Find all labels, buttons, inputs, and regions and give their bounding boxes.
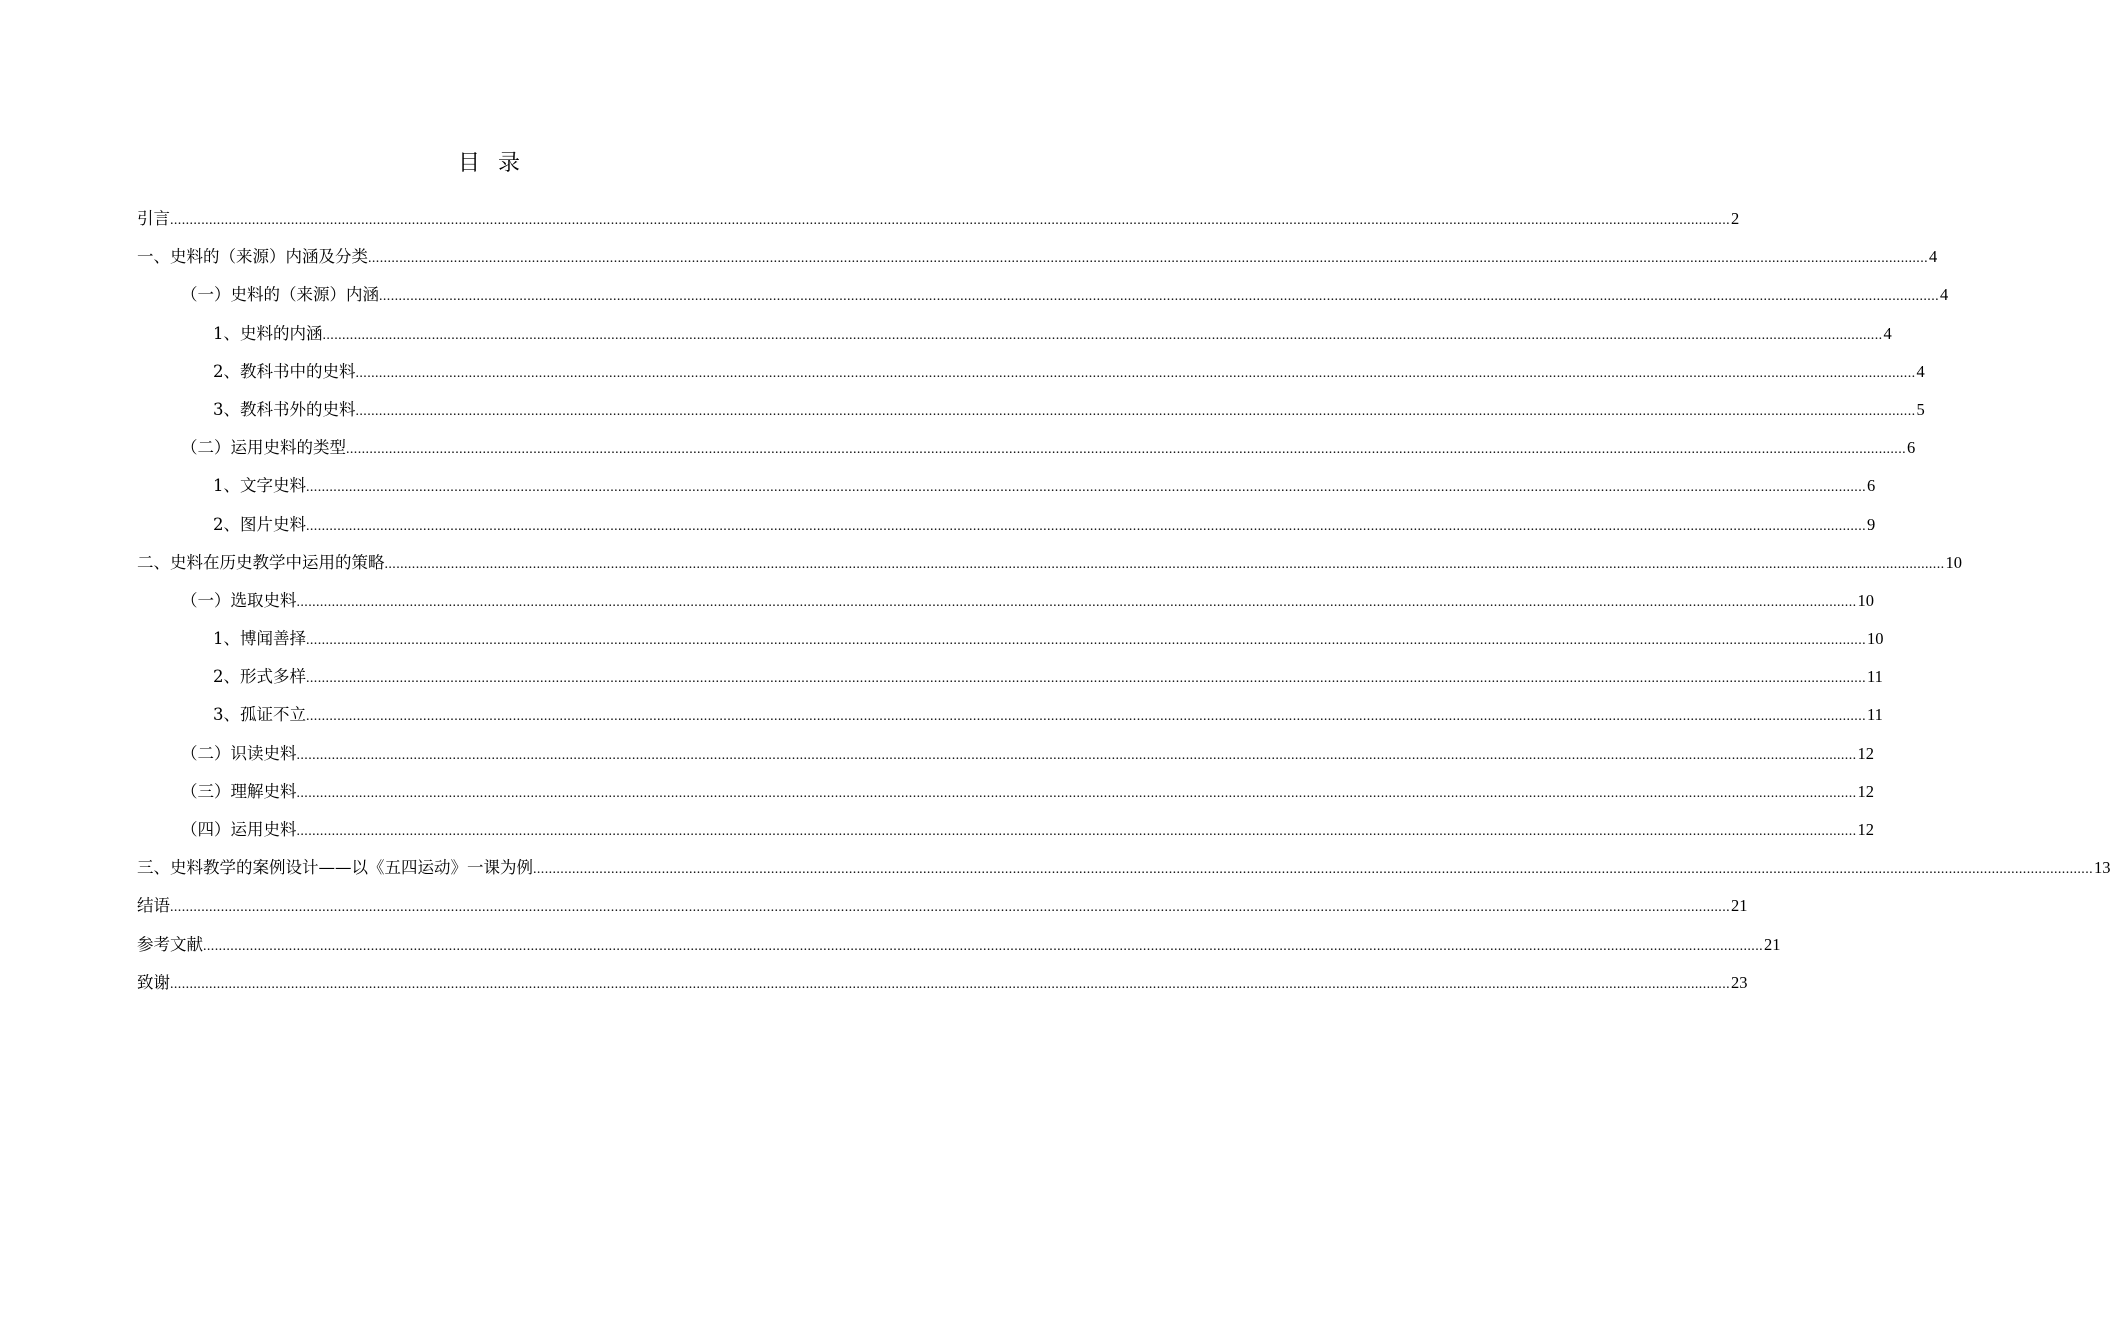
toc-entry[interactable] [137, 620, 1884, 658]
toc-entry-page-number: 23 [1731, 972, 1748, 992]
toc-entry-page-number: 6 [1907, 438, 1916, 458]
toc-entry-page-number: 11 [1867, 667, 1883, 687]
toc-entry-page-number: 12 [1857, 743, 1874, 763]
toc-dot-leader: ................................................................................................................................................................................................................................................................................................................................................................................................................ [306, 671, 1866, 687]
toc-entry[interactable] [137, 544, 1962, 582]
toc-entry[interactable] [137, 582, 1874, 620]
toc-entry-label: 2、图片史料 [213, 514, 306, 534]
toc-entry-label: 3、孤证不立 [213, 705, 306, 725]
toc-entry-label: （二）运用史料的类型 [181, 438, 346, 458]
toc-entry-page-number: 11 [1867, 705, 1883, 725]
toc-entry-page-number: 12 [1857, 781, 1874, 801]
toc-entry-page-number: 5 [1916, 399, 1925, 419]
toc-entry-page-number: 13 [2094, 858, 2111, 878]
toc-entry-label: 2、教科书中的史料 [213, 361, 356, 381]
toc-entry[interactable] [137, 276, 1949, 314]
toc-dot-leader: ................................................................................................................................................................................................................................................................................................................................................................................................................ [306, 480, 1866, 496]
toc-entry[interactable] [137, 658, 1883, 696]
toc-entry[interactable] [137, 887, 1748, 925]
toc-entry-label: （一）史料的（来源）内涵 [181, 285, 379, 305]
toc-dot-leader: ................................................................................................................................................................................................................................................................................................................................................................................................................ [355, 403, 1916, 419]
toc-entry[interactable] [137, 315, 1892, 353]
toc-dot-leader: ................................................................................................................................................................................................................................................................................................................................................................................................................ [355, 365, 1916, 381]
toc-dot-leader: ................................................................................................................................................................................................................................................................................................................................................................................................................ [368, 251, 1928, 267]
toc-dot-leader: ................................................................................................................................................................................................................................................................................................................................................................................................................ [322, 327, 1883, 343]
toc-entry[interactable] [137, 391, 1925, 429]
toc-entry-page-number: 21 [1731, 896, 1748, 916]
toc-dot-leader: ................................................................................................................................................................................................................................................................................................................................................................................................................ [296, 747, 1857, 763]
toc-entry[interactable] [137, 735, 1874, 773]
toc-dot-leader: ................................................................................................................................................................................................................................................................................................................................................................................................................ [306, 709, 1866, 725]
toc-dot-leader: ................................................................................................................................................................................................................................................................................................................................................................................................................ [170, 976, 1730, 992]
toc-entry[interactable] [137, 429, 1916, 467]
toc-entry[interactable] [137, 849, 2111, 887]
toc-entry[interactable] [137, 811, 1874, 849]
toc-entry-label: 引言 [137, 209, 170, 228]
toc-dot-leader: ................................................................................................................................................................................................................................................................................................................................................................................................................ [346, 442, 1906, 458]
toc-entry-page-number: 10 [1945, 552, 1962, 572]
toc-entry-label: 一、史料的（来源）内涵及分类 [137, 247, 368, 267]
toc-entry-label: 二、史料在历史教学中运用的策略 [137, 552, 385, 572]
toc-entry-page-number: 4 [1883, 323, 1892, 343]
toc-dot-leader: ................................................................................................................................................................................................................................................................................................................................................................................................................ [296, 594, 1857, 610]
toc-entry-page-number: 4 [1916, 361, 1925, 381]
toc-entry-label: 1、博闻善择 [213, 629, 306, 649]
toc-entry[interactable] [137, 506, 1876, 544]
toc-entry-page-number: 6 [1867, 476, 1876, 496]
toc-entry-page-number: 12 [1857, 820, 1874, 839]
toc-entry[interactable] [137, 200, 1740, 238]
toc-entry-label: 三、史料教学的案例设计——以《五四运动》一课为例 [137, 858, 533, 878]
toc-entry-label: 1、文字史料 [213, 476, 306, 496]
toc-entry-page-number: 4 [1929, 247, 1938, 267]
toc-dot-leader: ................................................................................................................................................................................................................................................................................................................................................................................................................ [170, 900, 1730, 916]
toc-entry-label: 参考文献 [137, 934, 203, 954]
toc-entry-label: （四）运用史料 [181, 820, 297, 839]
toc-entry-label: （一）选取史料 [181, 590, 297, 610]
toc-dot-leader: ................................................................................................................................................................................................................................................................................................................................................................................................................ [533, 862, 2093, 878]
toc-dot-leader: ................................................................................................................................................................................................................................................................................................................................................................................................................ [306, 633, 1866, 649]
toc-entry[interactable] [137, 353, 1925, 391]
toc-entry-label: （三）理解史料 [181, 781, 297, 801]
toc-entry[interactable] [137, 467, 1876, 505]
toc-entry[interactable] [137, 696, 1883, 734]
toc-entry-page-number: 2 [1731, 209, 1740, 228]
toc-dot-leader: ................................................................................................................................................................................................................................................................................................................................................................................................................ [203, 938, 1763, 954]
page-title: 目录 [457, 151, 538, 176]
toc-entry-page-number: 4 [1940, 285, 1949, 305]
toc-dot-leader: ................................................................................................................................................................................................................................................................................................................................................................................................................ [296, 824, 1857, 839]
toc-entry[interactable] [137, 238, 1938, 276]
toc-entry-label: 3、教科书外的史料 [213, 399, 356, 419]
toc-entry[interactable] [137, 926, 1781, 964]
toc-entry-label: 2、形式多样 [213, 667, 306, 687]
table-of-contents [137, 200, 2111, 1002]
toc-dot-leader: ................................................................................................................................................................................................................................................................................................................................................................................................................ [306, 518, 1866, 534]
toc-entry-label: 结语 [137, 896, 170, 916]
toc-entry-label: （二）识读史料 [181, 743, 297, 763]
toc-entry-page-number: 9 [1867, 514, 1876, 534]
toc-dot-leader: ................................................................................................................................................................................................................................................................................................................................................................................................................ [170, 213, 1730, 228]
toc-dot-leader: ................................................................................................................................................................................................................................................................................................................................................................................................................ [296, 785, 1857, 801]
toc-entry[interactable] [137, 773, 1874, 811]
toc-dot-leader: ................................................................................................................................................................................................................................................................................................................................................................................................................ [379, 289, 1939, 305]
toc-dot-leader: ................................................................................................................................................................................................................................................................................................................................................................................................................ [384, 556, 1945, 572]
toc-entry-label: 致谢 [137, 972, 170, 992]
toc-entry-label: 1、史料的内涵 [213, 323, 323, 343]
toc-entry[interactable] [137, 964, 1748, 1002]
toc-entry-page-number: 10 [1867, 629, 1884, 649]
toc-entry-page-number: 21 [1764, 934, 1781, 954]
toc-entry-page-number: 10 [1857, 590, 1874, 610]
